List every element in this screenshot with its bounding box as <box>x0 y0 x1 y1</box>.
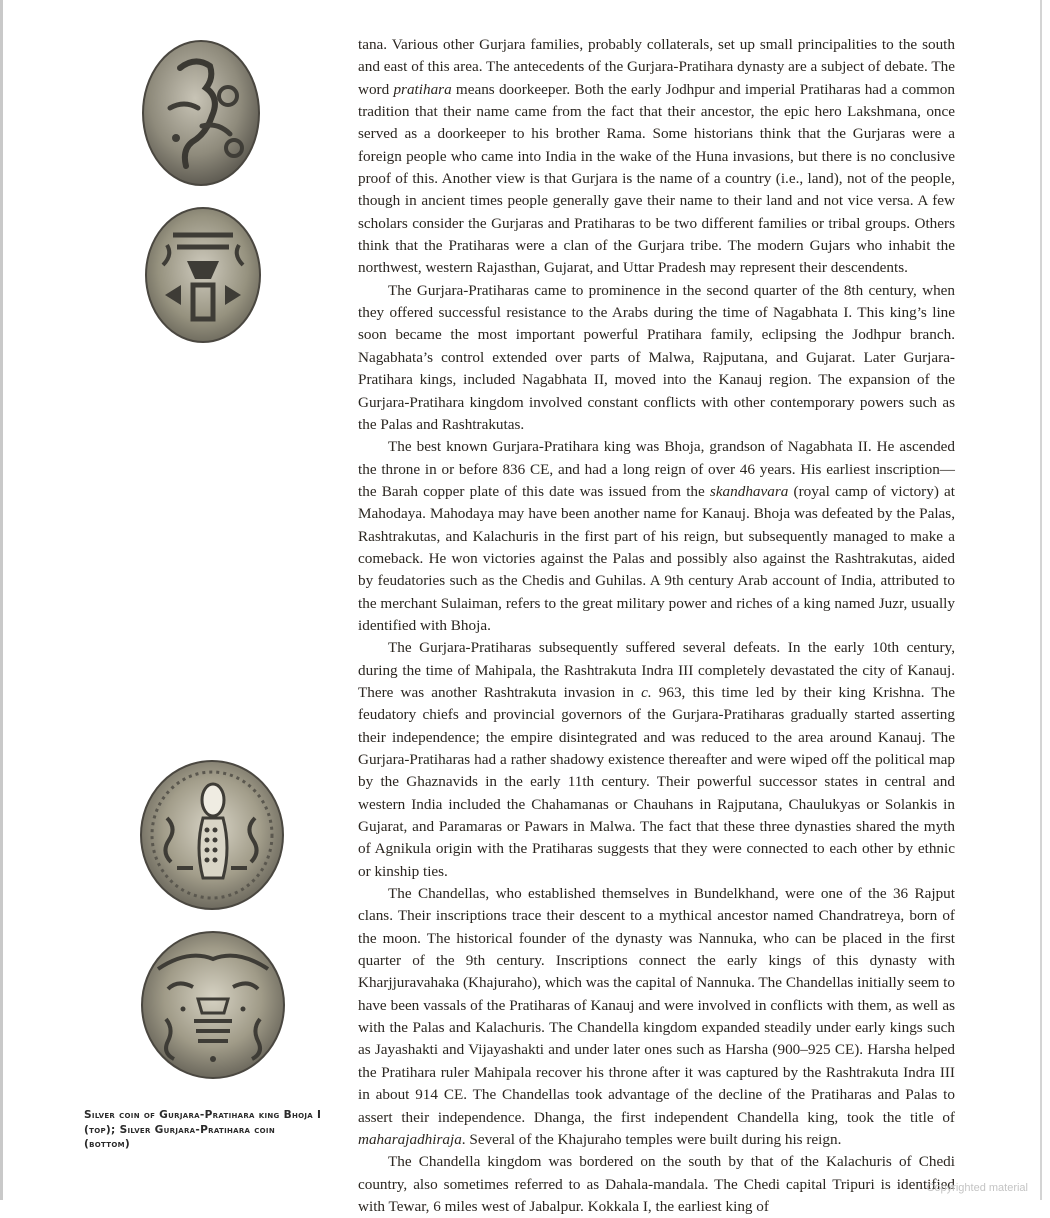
figure-caption: Silver coin of Gurjara-Pratihara king Bhoja I (top); Silver Gurjara-Pratihara coin (bottom) <box>84 1109 322 1150</box>
paragraph <box>358 280 955 436</box>
italic-term: maharajadhiraja <box>358 1130 462 1148</box>
text-run: The Chandella kingdom was bordered on the south by that of the Kalachuris of Chedi country, also sometimes referred to as Dahala-mandala. The Chedi capital Tripuri is identified with Tewar, 6 miles west of Jabalpur. Kokkala I, the earliest king of <box>358 1153 955 1215</box>
bhoja-coin-reverse-image <box>138 929 288 1081</box>
page-edge-left <box>0 0 3 1200</box>
gurjara-pratihara-coin-reverse-image <box>143 205 263 345</box>
text-run: means doorkeeper. Both the early Jodhpur and imperial Pratiharas had a common tradition that their name came from the fact that their ancestor, the epic hero Lakshmana, once served as a doorkeeper to his brother Rama. Some historians think that the Gurjaras were a foreign people who came into India in the wake of the Huna invasions, but there is no conclusive proof of this. Another view is that Gurjara is the name of a country (i.e., land), not of the people, though in ancient times people generally gave their name to their land and not vice versa. A few scholars consider the Gurjaras and Pratiharas to be two different families or tribal groups. Others think that the Pratiharas were a clan of the Gurjara tribe. The modern Gujars who inhabit the northwest, western Rajasthan, Gujarat, and Uttar Pradesh may represent their descendents. <box>358 80 955 277</box>
page-edge-right <box>1040 0 1042 1200</box>
coin-image-1 <box>140 38 262 188</box>
watermark: Copyrighted material <box>926 1182 1028 1194</box>
text-run: The Gurjara-Pratiharas subsequently suffered several defeats. In the early 10th century, during the time of Mahipala, the Rashtrakuta Indra III completely devastated the city of Kanauj. There was another Rashtrakuta invasion in <box>358 639 955 701</box>
coin-illustrations <box>60 20 360 1190</box>
paragraph <box>358 1151 955 1218</box>
text-run: The Chandellas, who established themselves in Bundelkhand, were one of the 36 Rajput clans. Their inscriptions trace their descent to a mythical ancestor named Chandratreya, born of the moon. The historical founder of the dynasty was Nannuka, who can be placed in the first quarter of the 9th century. Inscriptions connect the early kings of this dynasty with Kharjjuravahaka (Khajuraho), which was the capital of Nannuka. The Chandellas initially seem to have been vassals of the Pratiharas of Kanauj and were involved in conflicts with them, as well as with the Palas and Kalachuris. The Chandella kingdom expanded steadily under early kings such as Jayashakti and Vijayashakti and under later ones such as Harsha (900–925 CE). Harsha helped the Pratihara ruler Mahipala recover his throne after it was captured by the Rashtrakuta Indra III in about 914 CE. The Chandellas took advantage of the decline of the Pratiharas and Palas to assert their independence. Dhanga, the first independent Chandella king, took the title of <box>358 885 955 1126</box>
coin-image-4 <box>138 929 288 1081</box>
coin-image-3 <box>137 758 287 913</box>
coin-image-2 <box>143 205 263 345</box>
italic-term: pratihara <box>393 80 452 98</box>
gurjara-pratihara-coin-obverse-image <box>140 38 262 188</box>
bhoja-coin-obverse-image <box>137 758 287 913</box>
paragraph <box>358 883 955 1151</box>
body-text <box>358 34 955 1218</box>
text-run: . Several of the Khajuraho temples were built during his reign. <box>461 1130 842 1148</box>
paragraph <box>358 436 955 637</box>
text-run: (royal camp of victory) at Mahodaya. Mahodaya may have been another name for Kanauj. Bhoja was defeated by the Palas, Rashtrakutas, and Kalachuris in the first part of his reign, but subsequently managed to make a comeback. He won victories against the Palas and possibly also against the Rashtrakutas, aided by feudatories such as the Chedis and Guhilas. A 9th century Arab account of India, attributed to the merchant Sulaiman, refers to the great military power and riches of a king named Juzr, usually identified with Bhoja. <box>358 482 955 634</box>
text-run: 963, this time led by their king Krishna. The feudatory chiefs and provincial governors of the Gurjara-Pratiharas gradually started asserting their independence; the empire disintegrated and was reduced to the area around Kanauj. The Gurjara-Pratiharas had a rather shadowy existence thereafter and were wiped off the political map by the Ghaznavids in the early 11th century. Their powerful successor states in central and western India included the Chahamanas or Chauhans in Rajputana, Chaulukyas or Solankis in Gujarat, and Paramaras or Pawars in Malwa. The fact that these three dynasties shared the myth of Agnikula origin with the Pratiharas suggests that they were connected to each other by ethnic or kinship ties. <box>358 683 955 880</box>
paragraph <box>358 637 955 883</box>
text-run: tana. Various other Gurjara families, probably collaterals, set up small principalities to the south and east of this area. The antecedents of the Gurjara-Pratihara dynasty are a subject of debate. The word <box>358 36 955 98</box>
text-run: The Gurjara-Pratiharas came to prominence in the second quarter of the 8th century, when they offered successful resistance to the Arabs during the time of Nagabhata I. This king’s line soon became the most important powerful Pratihara family, eclipsing the Jodhpur branch. Nagabhata’s control extended over parts of Malwa, Rajputana, and Gujarat. Later Gurjara-Pratihara kings, included Nagabhata II, moved into the Kanauj region. The expansion of the Gurjara-Pratihara kingdom involved constant conflicts with other contemporary powers such as the Palas and Rashtrakutas. <box>358 281 955 433</box>
paragraph <box>358 34 955 280</box>
text-run: The best known Gurjara-Pratihara king was Bhoja, grandson of Nagabhata II. He ascended the throne in or before 836 CE, and had a long reign of over 46 years. His earliest inscription—the Barah copper plate of this date was issued from the <box>358 438 955 500</box>
italic-term: skandhavara <box>709 482 789 500</box>
italic-term: c. <box>641 683 652 701</box>
